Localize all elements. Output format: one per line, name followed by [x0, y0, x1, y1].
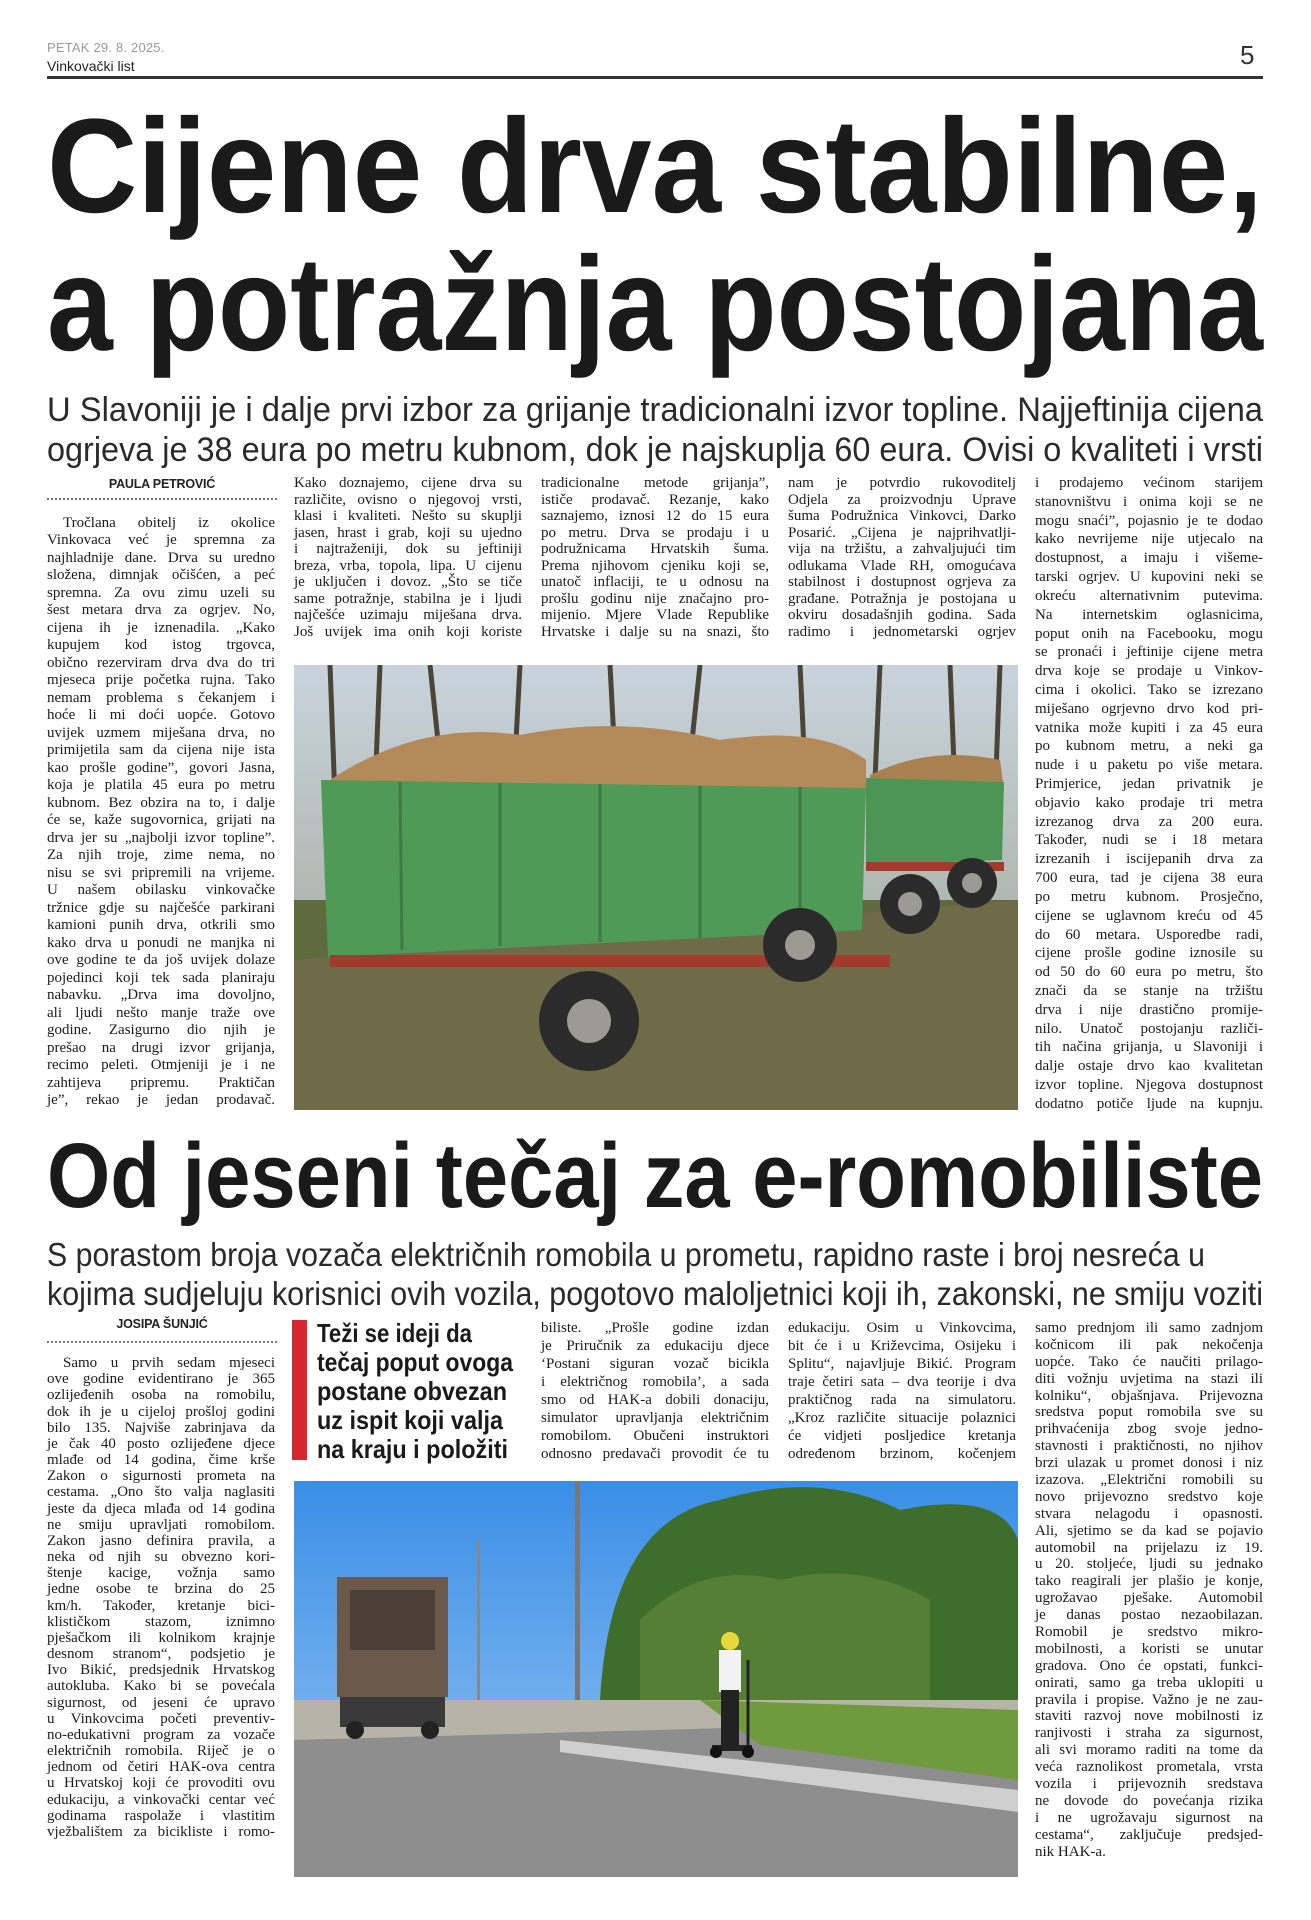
- text-line: cijene se uglavnom kreću od 45: [1035, 907, 1263, 924]
- text-line: diti vožnju uvjetima na stazi ili: [1035, 1370, 1263, 1387]
- text-line: vježbalištem za bicikliste i romo-: [47, 1823, 275, 1840]
- text-line: neka od njih su obvezno kori-: [47, 1549, 275, 1566]
- text-line: ali svi moramo raditi na tome da: [1035, 1742, 1263, 1759]
- text-line: objavio kako prodaje tri metra: [1035, 794, 1263, 811]
- text-line: Također, nudi se i 18 metara: [1035, 832, 1263, 849]
- text-line: po metru kubnom. Prosječno,: [1035, 888, 1263, 905]
- text-line: drva koje se prodaje u Vinkov-: [1035, 663, 1263, 680]
- text-line: brzi ulazak u promet donosi i niz: [1035, 1455, 1263, 1472]
- text-column: [47, 1355, 275, 1840]
- pull-quote-line: Teži se ideji da: [317, 1318, 473, 1348]
- text-line: je”, rekao je jedan prodavač.: [47, 1091, 275, 1108]
- text-line: električnih romobila. Riječ je o: [47, 1743, 275, 1760]
- text-line: simulator upravljanja električnim: [541, 1410, 769, 1426]
- text-line: vija na tržištu, a zahvaljujući tim: [788, 541, 1016, 558]
- text-line: edukaciju, a vinkovački centar već: [47, 1791, 275, 1808]
- text-line: veća raznolikost prometala, vrsta: [1035, 1759, 1263, 1776]
- text-line: stanovništvu i onima koji se ne: [1035, 493, 1263, 510]
- text-line: tržnice gdje su najčešće parkirani: [47, 899, 275, 916]
- text-line: prešao na drugi izvor grijanja,: [47, 1039, 275, 1056]
- text-line: stvara nelagodu i opasnosti.: [1035, 1505, 1263, 1522]
- text-line: šest metara drva za ogrjev. No,: [47, 602, 275, 619]
- text-line: u Vinkovcima početi preventiv-: [47, 1710, 275, 1727]
- text-line: do 60 metara. Usporedbe radi,: [1035, 926, 1263, 943]
- text-line: okviru dosadašnjih godina. Sada: [788, 607, 1016, 624]
- text-line: sigurnost, od jeseni će upravo: [47, 1694, 275, 1711]
- text-line: izrezanog drva za 200 eura.: [1035, 813, 1263, 830]
- issue-date: PETAK 29. 8. 2025.: [47, 40, 165, 55]
- text-line: je čak 40 posto ozlijeđene djece: [47, 1435, 275, 1452]
- article2-deck-line: S porastom broja vozača električnih romobila u prometu, rapidno raste i broj nesreća u: [47, 1236, 1205, 1273]
- text-line: saznajemo, iznosi 12 do 15 eura: [541, 508, 769, 525]
- text-line: same potražnje, stabilna je i ljudi: [294, 590, 522, 607]
- text-line: Vinkovaca već je spremna za: [47, 532, 275, 549]
- text-line: se pronaći i jeftinije cijene metra: [1035, 644, 1263, 661]
- text-line: je Priručnik za edukaciju djece: [541, 1338, 769, 1354]
- text-line: najčešće uzimaju miješana drva.: [294, 607, 522, 624]
- text-line: mijenio. Mjere Vlade Republike: [541, 607, 769, 624]
- article1-headline-line: Cijene drva stabilne,: [47, 92, 1263, 241]
- text-line: dodatno potiče ljude na kupnju.: [1035, 1095, 1263, 1112]
- text-line: i prodajemo većinom starijem: [1035, 475, 1263, 491]
- text-line: cima i okolici. Tako se izrezano: [1035, 681, 1263, 698]
- text-line: Romobil je sredstvo mikro-: [1035, 1624, 1263, 1641]
- text-line: Zakon o sigurnosti prometa na: [47, 1468, 275, 1485]
- text-line: nemam problema s čekanjem i: [47, 689, 275, 706]
- article1-deck-line: U Slavoniji je i dalje prvi izbor za grijanje tradicionalni izvor topline. Najjeftinija cijena: [47, 391, 1264, 429]
- e-scooter-street-photo: [294, 1481, 1018, 1877]
- text-line: smo od HAK-a dobili donaciju,: [541, 1392, 769, 1408]
- text-line: 700 eura, tad je cijena 38 eura: [1035, 870, 1263, 887]
- text-line: u 20. stoljeće, ljudi su jednako: [1035, 1556, 1263, 1573]
- text-line: mlađe od 14 godina, čime krše: [47, 1452, 275, 1469]
- text-line: Samo u prvih sedam mjeseci: [63, 1355, 275, 1371]
- text-line: mogu snaći”, pojasnio je te dodao: [1035, 512, 1263, 529]
- text-line: novo prijevozno sredstvo koje: [1035, 1488, 1263, 1505]
- text-line: breza, vrba, topola, lipa. U cijenu: [294, 557, 522, 574]
- text-line: klasi i kvaliteti. Nešto su skuplji: [294, 508, 522, 525]
- text-line: građane. Potražnja je postojana u: [788, 590, 1016, 607]
- firewood-trailer-photo: [294, 665, 1018, 1110]
- text-line: najhladnije dane. Drva su uredno: [47, 549, 275, 566]
- text-line: ne smiju upravljati romobilom.: [47, 1516, 275, 1533]
- text-line: i ne ugrožavaju sigurnost na: [1035, 1809, 1263, 1826]
- publication-name: Vinkovački list: [47, 58, 135, 74]
- page-number: 5: [1240, 40, 1255, 70]
- article1-headline-line: a potražnja postojana: [47, 230, 1265, 379]
- text-line: vozila i prijevoznih sredstava: [1035, 1776, 1263, 1793]
- text-line: cijene prošle godine iznosile su: [1035, 945, 1263, 962]
- text-line: desnom stranom“, podsjetio je: [47, 1646, 275, 1663]
- text-line: šuma Podružnica Vinkovci, Darko: [788, 508, 1016, 525]
- text-line: miješano ogrjevno drvo kod pri-: [1035, 700, 1263, 717]
- text-line: Na internetskim oglasnicima,: [1035, 606, 1263, 623]
- text-line: Hrvatske i dalje su na snazi, što: [541, 623, 769, 640]
- text-line: nam je potvrdio rukovoditelj: [788, 475, 1016, 491]
- text-line: nisu se svi pripremili na vrijeme.: [47, 864, 275, 881]
- text-line: štenje kacige, vožnja samo: [47, 1565, 275, 1582]
- text-line: sredstva poput romobila sve su: [1035, 1404, 1263, 1421]
- text-line: biliste. „Prošle godine izdan: [541, 1320, 769, 1336]
- text-line: automobil na prijelazu iz 19.: [1035, 1539, 1263, 1556]
- text-line: ugrožavao pješake. Automobil: [1035, 1590, 1263, 1607]
- text-line: kupujem kod istog trgovca,: [47, 637, 275, 654]
- text-line: Posarić. „Cijena je najprihvatlji-: [788, 524, 1016, 541]
- text-line: po kubnom metru, a neki ga: [1035, 738, 1263, 755]
- text-line: godinama raspolaže i vlastitim: [47, 1807, 275, 1824]
- text-line: mjeseca prije početka rujna. Tako: [47, 672, 275, 689]
- text-column: [1035, 1320, 1263, 1860]
- text-line: jedne osobe te brzina do 25: [47, 1581, 275, 1598]
- text-line: ove godine evidentirano je 365: [47, 1371, 275, 1388]
- text-line: stavnosti i praktičnosti, no njihov: [1035, 1438, 1263, 1455]
- text-line: Kako doznajemo, cijene drva su: [294, 475, 522, 491]
- text-line: unatoč inflaciji, te u odnosu na: [541, 574, 769, 591]
- text-line: dok ih je u cijeloj prošloj godini: [47, 1403, 275, 1420]
- text-column: [788, 1320, 1016, 1462]
- text-column: [1035, 475, 1263, 1112]
- text-column: [541, 475, 769, 640]
- text-line: Tročlana obitelj iz okolice: [63, 515, 275, 531]
- text-line: prošlu godinu nije značajno pro-: [541, 590, 769, 607]
- text-line: ove godine te da još uvijek dolaze: [47, 952, 275, 969]
- text-line: tarski ogrjev. U kupovini neki se: [1035, 569, 1263, 586]
- text-line: Zakon jasno definira pravila, a: [47, 1532, 275, 1549]
- text-line: kao prošle godine”, govori Jasna,: [47, 759, 275, 776]
- text-line: poput onih na Facebooku, mogu: [1035, 625, 1263, 642]
- article2-byline: JOSIPA ŠUNJIĆ: [116, 1317, 208, 1331]
- text-line: ‘Postani siguran vozač bicikla: [541, 1356, 769, 1372]
- text-line: zahtijeva pripremu. Praktičan: [47, 1074, 275, 1091]
- text-line: Odjela za proizvodnju Uprave: [788, 491, 1016, 508]
- text-line: ozlijeđenih osoba na romobilu,: [47, 1387, 275, 1404]
- text-line: primijetila sam da cijena nije ista: [47, 742, 275, 759]
- text-line: okreću alternativnim putevima.: [1035, 587, 1263, 604]
- text-line: uopće. Tako će naučiti prilago-: [1035, 1353, 1263, 1370]
- text-line: u Hrvatskoj koji će provoditi ovu: [47, 1775, 275, 1792]
- text-line: kamioni punih drva, otkrili smo: [47, 917, 275, 934]
- text-line: kako drva u ponudi ne manjka ni: [47, 934, 275, 951]
- text-line: Prema njihovom cjeniku koji se,: [541, 557, 769, 574]
- text-line: staviti razvoj nove mobilnosti iz: [1035, 1708, 1263, 1725]
- text-line: stabilnost i dostupnost ogrjeva za: [788, 574, 1016, 591]
- text-line: pješačkom ili kolnikom krajnje: [47, 1629, 275, 1646]
- text-line: ali ljudi nešto manje traže ove: [47, 1004, 275, 1021]
- text-line: ističe prodavač. Rezanje, kako: [541, 491, 769, 508]
- text-line: cestama. „Ono što valja naglasiti: [47, 1484, 275, 1501]
- text-column: [788, 475, 1016, 640]
- byline-divider: [47, 498, 277, 500]
- text-line: gradova. Ono će opstati, funkci-: [1035, 1657, 1263, 1674]
- text-line: kubnom. Bez obzira na to, i dalje: [47, 794, 275, 811]
- text-line: i najtraženiji, dok su jeftiniji: [294, 541, 522, 558]
- text-line: jeste da djeca mlađa od 14 godina: [47, 1500, 275, 1517]
- text-line: samo prednjom ili samo zadnjom: [1035, 1320, 1263, 1336]
- text-line: kako nevrijeme nije utjecalo na: [1035, 531, 1263, 548]
- text-line: nude i u paketu po više metara.: [1035, 757, 1263, 774]
- text-line: hoće li mi doći uopće. Gotovo: [47, 707, 275, 724]
- text-line: nik HAK-a.: [1035, 1843, 1106, 1860]
- text-line: romobilom. Obučeni instruktori: [541, 1428, 769, 1444]
- text-line: tako reagirali jer plašio je konje,: [1035, 1573, 1263, 1590]
- text-line: će se, kaže sugovornica, grijati na: [47, 812, 275, 829]
- text-line: godine. Zasigurno dio njih je: [47, 1022, 275, 1039]
- pull-quote-line: postane obvezan: [317, 1376, 507, 1406]
- text-line: nilo. Unatoč postojanju različi-: [1035, 1020, 1263, 1037]
- pull-quote: [317, 1318, 513, 1464]
- text-line: od 50 do 60 eura po metru, što: [1035, 964, 1263, 981]
- text-line: spremna. Za ovu zimu uzeli su: [47, 584, 275, 601]
- text-line: Ivo Bikić, predsjednik Hrvatskog: [47, 1662, 275, 1679]
- text-line: cestama“, zaključuje predsjed-: [1035, 1826, 1263, 1843]
- text-line: obično rezerviram drva dva do tri: [47, 654, 275, 671]
- text-line: Još uvijek ima onih koji koriste: [294, 623, 522, 640]
- text-line: dostupnost, a imaju i višeme-: [1035, 550, 1263, 567]
- text-column: [47, 515, 275, 1108]
- text-line: pravila i propise. Važno je ne zau-: [1035, 1691, 1263, 1708]
- text-line: je uključen i dovoz. „Što se tiče: [294, 574, 522, 591]
- text-line: km/h. Također, kretanje bici-: [47, 1597, 275, 1614]
- pull-quote-line: uz ispit koji valja: [317, 1405, 504, 1435]
- text-line: će vidjeti posljedice kretanja: [788, 1428, 1016, 1444]
- text-line: izrezanih i iscijepanih drva za: [1035, 851, 1263, 868]
- text-line: radimo i jednometarski ogrjev: [788, 623, 1016, 640]
- text-line: izazova. „Električni romobili su: [1035, 1472, 1263, 1489]
- text-line: uvijek uzmem miješana drva, no: [47, 724, 275, 741]
- text-column: [541, 1320, 769, 1462]
- text-line: podružnicama Hrvatskih šuma.: [541, 541, 769, 558]
- pull-quote-line: na kraju i položiti: [317, 1434, 508, 1464]
- text-line: klističkom stazom, iznimno: [47, 1613, 275, 1630]
- text-line: praktičnog rada na simulatoru.: [788, 1392, 1016, 1408]
- pull-quote-line: tečaj poput ovoga: [317, 1347, 514, 1377]
- article1-deck-line: ogrjeva je 38 eura po metru kubnom, dok je najskuplja 60 eura. Ovisi o kvaliteti i vrsti: [47, 431, 1263, 469]
- text-line: Ali, sjetimo se da kad se pojavio: [1035, 1522, 1263, 1539]
- text-line: U našem obilasku vinkovačke: [47, 882, 275, 899]
- text-line: „Kroz različite situacije polaznici: [788, 1410, 1016, 1426]
- text-line: i električnog romobila’, a sada: [541, 1374, 769, 1390]
- text-line: vatnika može kupiti i za 45 eura: [1035, 719, 1263, 736]
- text-line: je danas postao nezaobilazan.: [1035, 1607, 1263, 1624]
- text-line: dalje ostaje drvo kao kvalitetan: [1035, 1058, 1263, 1075]
- text-line: ranjivosti i straha za sigurnost,: [1035, 1725, 1263, 1742]
- text-line: izvor topline. Njegova dostupnost: [1035, 1077, 1263, 1093]
- pull-quote-bar: [292, 1320, 307, 1460]
- text-line: edukaciju. Osim u Vinkovcima,: [788, 1320, 1016, 1336]
- article1-byline: PAULA PETROVIĆ: [108, 477, 216, 491]
- text-line: Splitu“, najavljuje Bikić. Program: [788, 1356, 1016, 1372]
- text-line: kolniku“, objašnjava. Prijevozna: [1035, 1387, 1263, 1404]
- text-line: određenom brzinom, kočenjem: [788, 1446, 1016, 1462]
- text-line: kočnicom ili pak nekočenja: [1035, 1336, 1263, 1353]
- text-line: bit će i u Križevcima, Osijeku i: [788, 1338, 1016, 1354]
- byline-divider: [47, 1341, 277, 1343]
- text-column: [294, 475, 522, 640]
- text-line: jednom od četiri HAK-ova centra: [47, 1759, 275, 1776]
- text-line: tradicionalne metode grijanja”,: [541, 475, 769, 491]
- text-line: složena, dimnjak očišćen, a peć: [47, 567, 275, 584]
- text-line: onirati, samo ga treba uklopiti u: [1035, 1674, 1263, 1691]
- text-line: cijena ih je iznenadila. „Kako: [47, 619, 275, 636]
- text-line: po metru. Drva se prodaju i u: [541, 524, 769, 541]
- text-line: tih načina grijanja, u Slavoniji i: [1035, 1039, 1263, 1056]
- article2-headline: Od jeseni tečaj za e-romobiliste: [47, 1125, 1263, 1227]
- text-line: nabavku. „Drva ima dovoljno,: [47, 987, 275, 1004]
- text-line: ne dovode do povećanja rizika: [1035, 1792, 1263, 1809]
- text-line: različite, ovisno o njegovoj vrsti,: [294, 491, 522, 508]
- text-line: koja je platila 45 eura po metru: [47, 777, 275, 794]
- text-line: autokluba. Kako bi se povećala: [47, 1678, 275, 1695]
- text-line: prihvaćenija zbog svoje jedno-: [1035, 1421, 1263, 1438]
- text-line: mobilnosti, a koristi se unutar: [1035, 1640, 1263, 1657]
- text-line: Za njih troje, zime nema, no: [47, 847, 275, 864]
- text-line: bilo 135. Najviše zabrinjava da: [47, 1419, 275, 1436]
- text-line: odnosno predavači provodit će tu: [541, 1446, 769, 1462]
- text-line: recimo peleti. Otmjeniji je i ne: [47, 1057, 275, 1074]
- text-line: no-edukativni program za vozače: [47, 1726, 275, 1743]
- text-line: jasen, hrast i grab, koji su ujedno: [294, 524, 522, 541]
- text-line: drva jer su „najbolji izvor topline”.: [47, 829, 275, 846]
- article2-deck-line: kojima sudjeluju korisnici ovih vozila, pogotovo maloljetnici koji ih, zakonski, ne smiju voziti: [47, 1275, 1263, 1312]
- text-line: Primjerice, jedan privatnik je: [1035, 776, 1263, 792]
- text-line: znači da se stanje na tržištu: [1035, 982, 1263, 999]
- text-line: odlukama Vlade RH, omogućava: [788, 557, 1016, 574]
- text-line: pojedinci koji tek sada planiraju: [47, 969, 275, 986]
- text-line: drva i nije drastično promije-: [1035, 1001, 1263, 1018]
- text-line: traje četiri sata – dva teorije i dva: [788, 1374, 1016, 1390]
